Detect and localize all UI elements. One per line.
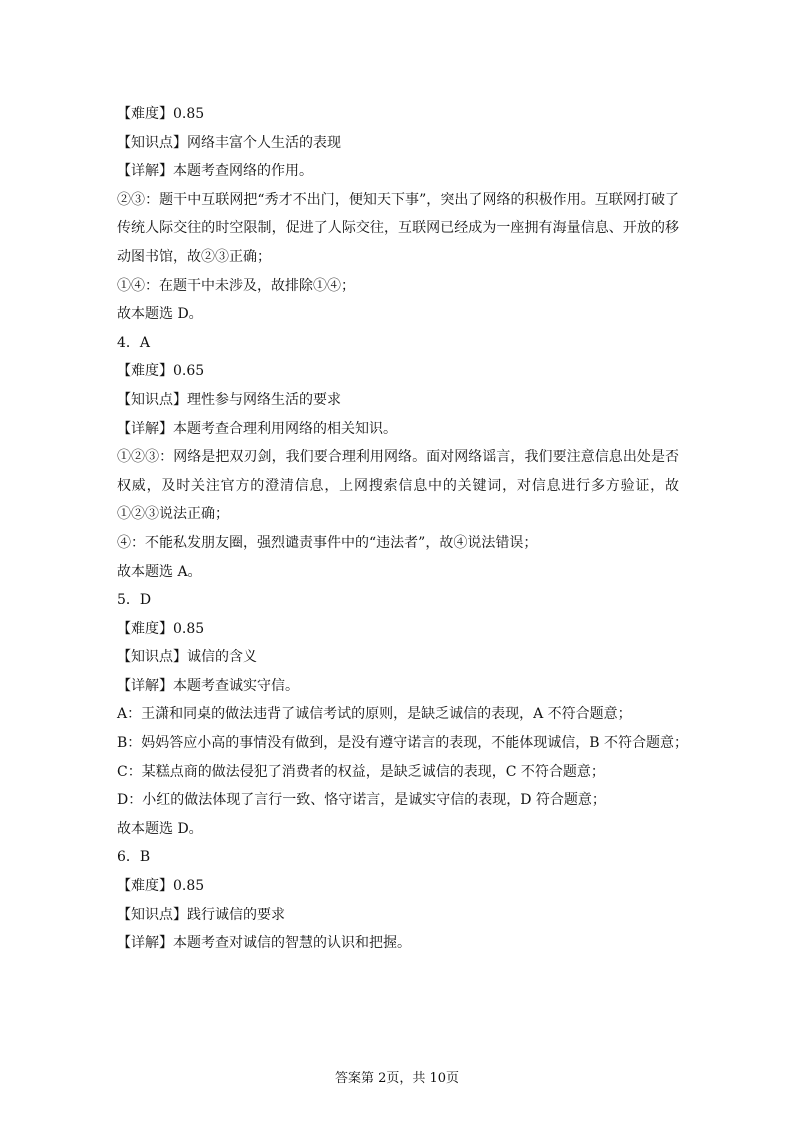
- conclusion-line: 故本题选 D。: [117, 820, 203, 837]
- difficulty-line: 【难度】0.85: [117, 106, 205, 122]
- difficulty-line: 【难度】0.85: [117, 620, 205, 637]
- option-analysis-line: A：王潇和同桌的做法违背了诚信考试的原则，是缺乏诚信的表现，A 不符合题意；: [117, 706, 632, 723]
- difficulty-line: 【难度】0.65: [117, 363, 205, 380]
- explanation-paragraph: ①④：在题干中未涉及，故排除①④；: [117, 277, 355, 294]
- question-answer-heading: 6．B: [117, 849, 151, 866]
- knowledge-point-line: 【知识点】网络丰富个人生活的表现: [117, 134, 341, 151]
- explanation-line: 【详解】本题考查对诚信的智慧的认识和把握。: [117, 935, 411, 952]
- answer-body: [117, 100, 689, 958]
- conclusion-line: 故本题选 A。: [117, 563, 202, 580]
- question-answer-heading: 4．A: [117, 334, 151, 351]
- explanation-paragraph: ①②③：网络是把双刃剑，我们要合理利用网络。面对网络谣言，我们要注意信息出处是否权威，及时关注官方的澄清信息，上网搜索信息中的关键词，对信息进行多方验证，故①②③说法正确；: [117, 449, 679, 523]
- knowledge-point-line: 【知识点】诚信的含义: [117, 649, 257, 666]
- explanation-line: 【详解】本题考查诚实守信。: [117, 677, 299, 694]
- conclusion-line: 故本题选 D。: [117, 306, 203, 323]
- explanation-line: 【详解】本题考查网络的作用。: [117, 163, 313, 180]
- knowledge-point-line: 【知识点】理性参与网络生活的要求: [117, 391, 341, 408]
- option-analysis-line: B：妈妈答应小高的事情没有做到，是没有遵守诺言的表现，不能体现诚信，B 不符合题意；: [117, 735, 689, 752]
- explanation-line: 【详解】本题考查合理利用网络的相关知识。: [117, 420, 397, 437]
- option-analysis-line: D：小红的做法体现了言行一致、恪守诺言，是诚实守信的表现，D 符合题意；: [117, 792, 606, 809]
- explanation-paragraph: ④：不能私发朋友圈，强烈谴责事件中的“违法者”，故④说法错误；: [117, 534, 538, 551]
- question-answer-heading: 5．D: [117, 592, 152, 609]
- option-analysis-line: C：某糕点商的做法侵犯了消费者的权益，是缺乏诚信的表现，C 不符合题意；: [117, 763, 605, 780]
- difficulty-line: 【难度】0.85: [117, 878, 205, 895]
- page-footer: 答案第 2页，共 10页: [334, 1071, 460, 1086]
- explanation-paragraph: ②③：题干中互联网把“秀才不出门，便知天下事”，突出了网络的积极作用。互联网打破了传统人际交往的时空限制，促进了人际交往，互联网已经成为一座拥有海量信息、开放的移动图书馆，故②③正确；: [117, 191, 679, 265]
- knowledge-point-line: 【知识点】践行诚信的要求: [117, 906, 285, 923]
